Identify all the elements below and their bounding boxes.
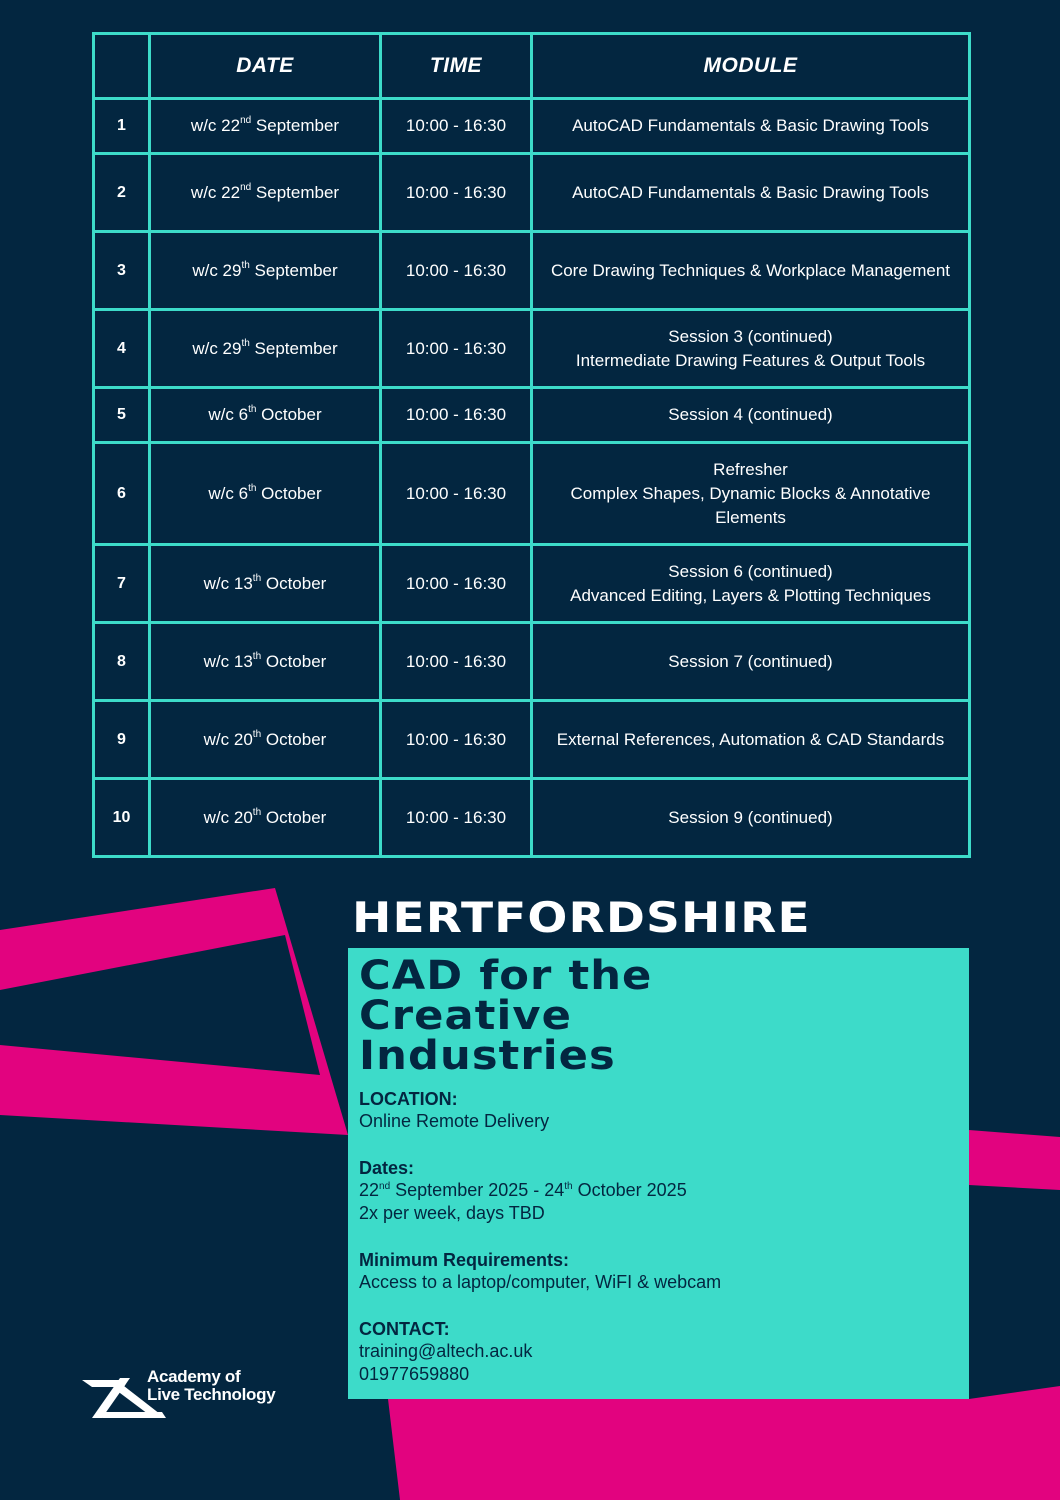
table-header-row: [94, 34, 970, 99]
course-title-line: Creative: [359, 993, 573, 1039]
session-module: [532, 545, 970, 623]
session-number: 10: [94, 779, 150, 857]
module-line: External References, Automation & CAD Standards: [556, 729, 945, 749]
dates-section: [359, 1157, 958, 1225]
table-row: [94, 232, 970, 310]
table-row: [94, 779, 970, 857]
module-line: Intermediate Drawing Features & Output Tools: [575, 350, 926, 370]
module-line: Advanced Editing, Layers & Plotting Techniques: [570, 585, 931, 605]
module-line: Session 9 (continued): [668, 807, 833, 827]
table-row: [94, 388, 970, 443]
session-date: w/c 22nd September: [150, 154, 381, 232]
table-row: [94, 154, 970, 232]
table-row: [94, 701, 970, 779]
table-row: [94, 545, 970, 623]
session-time: 10:00 - 16:30: [381, 310, 532, 388]
location-value: Online Remote Delivery: [359, 1111, 550, 1131]
module-line: Session 7 (continued): [668, 651, 833, 671]
session-time: 10:00 - 16:30: [381, 99, 532, 154]
location-label: LOCATION:: [359, 1089, 458, 1109]
session-date: w/c 6th October: [150, 388, 381, 443]
session-module: [532, 623, 970, 701]
requirements-value: Access to a laptop/computer, WiFI & webcam: [359, 1272, 722, 1292]
contact-phone[interactable]: 01977659880: [359, 1364, 470, 1384]
session-number: 8: [94, 623, 150, 701]
session-module: [532, 779, 970, 857]
session-time: 10:00 - 16:30: [381, 443, 532, 545]
session-module: [532, 701, 970, 779]
header-module: MODULE: [532, 34, 970, 99]
session-time: 10:00 - 16:30: [381, 701, 532, 779]
contact-section: [359, 1318, 958, 1386]
dates-range: 22nd September 2025 - 24th October 2025: [359, 1180, 687, 1200]
session-number: 6: [94, 443, 150, 545]
session-module: [532, 154, 970, 232]
session-date: w/c 13th October: [150, 623, 381, 701]
pink-band-right: [969, 1130, 1060, 1190]
session-number: 3: [94, 232, 150, 310]
session-date: w/c 6th October: [150, 443, 381, 545]
module-line: AutoCAD Fundamentals & Basic Drawing Tools: [572, 182, 929, 202]
module-line: Session 3 (continued): [668, 326, 833, 346]
header-num: [94, 34, 150, 99]
session-number: 9: [94, 701, 150, 779]
module-line: Core Drawing Techniques & Workplace Management: [550, 260, 951, 280]
schedule-body: [94, 99, 970, 857]
session-module: [532, 232, 970, 310]
academy-logo-text: Academy of Live Technology: [147, 1367, 276, 1404]
academy-logo: [80, 1366, 300, 1420]
session-date: w/c 29th September: [150, 232, 381, 310]
course-title-line: CAD for the: [359, 953, 653, 999]
header-time: TIME: [381, 34, 532, 99]
course-title: [359, 953, 834, 1079]
session-time: 10:00 - 16:30: [381, 232, 532, 310]
session-time: 10:00 - 16:30: [381, 623, 532, 701]
session-time: 10:00 - 16:30: [381, 779, 532, 857]
session-number: 2: [94, 154, 150, 232]
session-module: [532, 310, 970, 388]
module-line: Complex Shapes, Dynamic Blocks & Annotative Elements: [570, 483, 931, 527]
session-number: 4: [94, 310, 150, 388]
module-line: Session 4 (continued): [668, 405, 833, 424]
county-heading: HERTFORDSHIRE: [352, 893, 811, 942]
session-number: 1: [94, 99, 150, 154]
schedule-table: [92, 32, 971, 858]
module-line: Refresher: [713, 459, 788, 479]
contact-email[interactable]: training@altech.ac.uk: [359, 1341, 533, 1361]
course-title-line: Industries: [359, 1033, 616, 1079]
location-section: [359, 1088, 958, 1133]
session-time: 10:00 - 16:30: [381, 154, 532, 232]
session-module: [532, 388, 970, 443]
table-row: [94, 623, 970, 701]
table-row: [94, 443, 970, 545]
dates-label: Dates:: [359, 1158, 415, 1178]
module-line: AutoCAD Fundamentals & Basic Drawing Tools: [572, 116, 929, 135]
session-number: 5: [94, 388, 150, 443]
session-date: w/c 20th October: [150, 779, 381, 857]
header-date: DATE: [150, 34, 381, 99]
session-date: w/c 13th October: [150, 545, 381, 623]
requirements-label: Minimum Requirements:: [359, 1250, 570, 1270]
course-info-box: [348, 948, 969, 1399]
session-date: w/c 22nd September: [150, 99, 381, 154]
table-row: [94, 99, 970, 154]
session-date: w/c 29th September: [150, 310, 381, 388]
dates-frequency: 2x per week, days TBD: [359, 1203, 545, 1223]
session-module: [532, 443, 970, 545]
session-module: [532, 99, 970, 154]
session-time: 10:00 - 16:30: [381, 388, 532, 443]
contact-label: CONTACT:: [359, 1319, 450, 1339]
table-row: [94, 310, 970, 388]
module-line: Session 6 (continued): [668, 561, 833, 581]
session-date: w/c 20th October: [150, 701, 381, 779]
pink-band-bottom: [388, 1386, 1060, 1500]
session-number: 7: [94, 545, 150, 623]
session-time: 10:00 - 16:30: [381, 545, 532, 623]
requirements-section: [359, 1249, 958, 1294]
